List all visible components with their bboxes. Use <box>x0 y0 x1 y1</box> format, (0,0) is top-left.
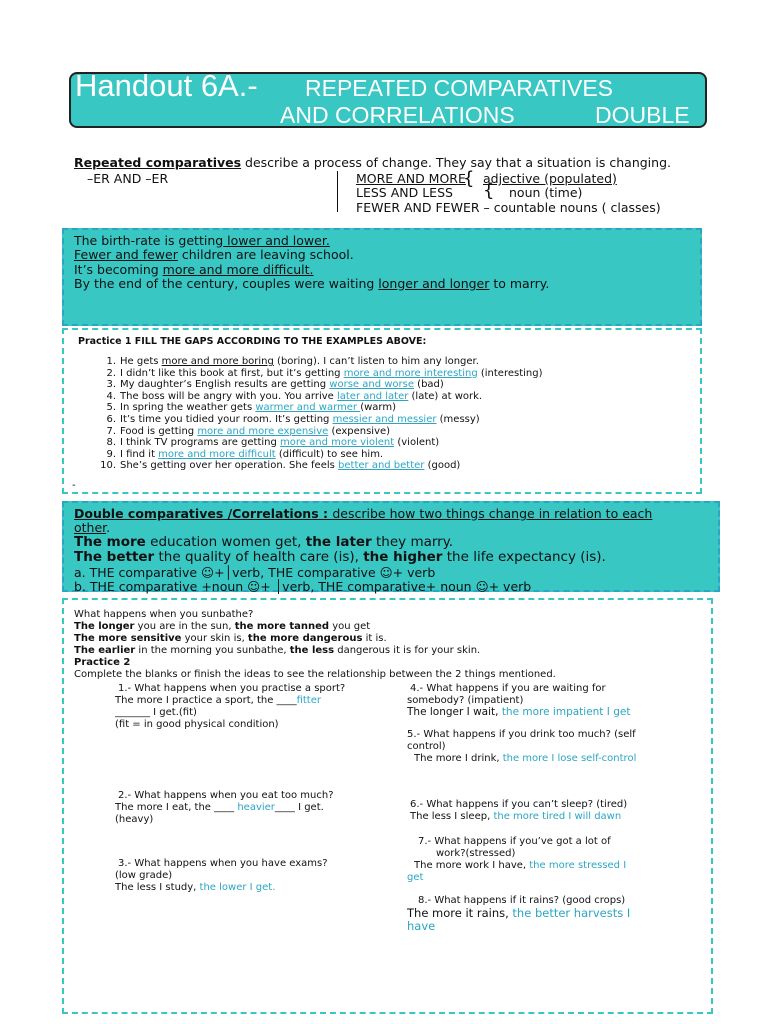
q2-l2-text: The more I eat, the ____ <box>115 802 238 813</box>
practice-1-item <box>106 367 543 380</box>
intro-divider <box>337 171 338 212</box>
question-4-line-2: somebody? (impatient) <box>407 695 524 706</box>
intro-row-2-pattern: LESS AND LESS <box>356 185 453 200</box>
double-ex2-b2: the higher <box>363 549 443 565</box>
question-1: 1.- What happens when you practise a sport? <box>118 683 346 694</box>
practice-1-dash: - <box>72 480 76 491</box>
q1-answer: fitter <box>296 695 321 706</box>
example-1-answer: lower and lower. <box>223 233 330 248</box>
q3-answer: the lower I get. <box>199 882 276 893</box>
sb-l3-t1: in the morning you sunbathe, <box>135 645 290 656</box>
practice-1-item <box>100 460 542 472</box>
practice-1-list <box>100 356 543 472</box>
practice-1-item-tail: (bad) <box>414 379 444 391</box>
double-example-2 <box>74 549 606 565</box>
practice-1-item <box>106 390 542 403</box>
double-ex1-b1: The more <box>74 534 146 550</box>
practice-1-item <box>106 379 542 391</box>
title-line-1: REPEATED COMPARATIVES <box>305 75 613 101</box>
double-ex1-b2: the later <box>305 534 372 550</box>
practice-1-item-text: It’s time you tidied your room. It’s getting <box>120 413 333 425</box>
example-4-tail: to marry. <box>489 276 550 291</box>
sunbathe-question: What happens when you sunbathe? <box>74 609 254 620</box>
example-3 <box>74 262 314 277</box>
practice-1-item-text: My daughter’s English results are getting <box>120 379 330 391</box>
practice-1-item-text: She’s getting over her operation. She feels <box>120 460 339 472</box>
intro-row-1-note: adjective (populated) <box>483 171 617 186</box>
practice-1-item-number: 3. <box>106 379 116 391</box>
practice-1-item <box>106 437 542 449</box>
practice-1-item <box>106 402 542 414</box>
double-ex1-t1: education women get, <box>145 534 306 550</box>
intro-brace-1: { <box>463 168 475 189</box>
practice-1-item-answer: better and better <box>338 460 425 472</box>
question-4: 4.- What happens if you are waiting for <box>410 683 606 694</box>
example-4-answer: longer and longer <box>378 276 490 291</box>
intro-definition-text: describe a process of change. They say that a situation is changing. <box>241 155 671 170</box>
question-2: 2.- What happens when you eat too much? <box>118 790 334 801</box>
practice-1-item-text: The boss will be angry with you. You arrive <box>120 390 337 402</box>
q1-l2-text: The more I practice a sport, the ____ <box>115 695 297 706</box>
double-formula-b: b. THE comparative +noun ☺+ │verb, THE comparative+ noun ☺+ verb <box>74 579 532 594</box>
practice-1-item-tail: (warm) <box>360 402 396 414</box>
sunbathe-line-3 <box>74 645 480 657</box>
practice-2-title: Practice 2 <box>74 657 131 668</box>
handout-label: Handout 6A.- <box>75 68 258 103</box>
practice-1-item-number: 2. <box>106 367 116 379</box>
practice-1-title: Practice 1 FILL THE GAPS ACCORDING TO THE EXAMPLES ABOVE: <box>78 336 427 347</box>
sb-l2-t1: your skin is, <box>181 633 248 644</box>
question-8-line-2 <box>407 907 630 920</box>
sb-l3-b1: The earlier <box>74 645 136 656</box>
double-title-line <box>74 506 652 521</box>
q4-answer: the more impatient I get <box>501 706 631 718</box>
example-4 <box>74 276 549 291</box>
question-4-line-3 <box>407 706 630 718</box>
practice-1-item-tail: (violent) <box>394 437 440 449</box>
example-1 <box>74 233 330 248</box>
double-desc-line-2 <box>74 520 110 535</box>
practice-1-item <box>106 448 542 461</box>
practice-2-instructions: Complete the blanks or finish the ideas to see the relationship between the 2 things mentioned. <box>74 669 556 680</box>
sb-l1-b2: the more tanned <box>234 621 330 632</box>
practice-1-item <box>106 413 542 426</box>
sb-l1-t1: you are in the sun, <box>134 621 235 632</box>
example-2-text: children are leaving school. <box>177 247 354 262</box>
question-5: 5.- What happens if you drink too much? (self <box>407 729 636 740</box>
practice-1-item-answer: messier and messier <box>332 413 437 425</box>
q2-answer: heavier <box>237 802 275 813</box>
intro-term: Repeated comparatives <box>74 155 242 170</box>
question-2-line-2 <box>115 802 324 814</box>
practice-1-item-answer: more and more expensive <box>197 425 329 437</box>
practice-1-item-number: 5. <box>106 402 116 414</box>
double-ex2-t2: the life expectancy (is). <box>442 549 606 565</box>
practice-1-item-number: 1. <box>106 356 116 367</box>
intro-brace-2: { <box>483 180 495 201</box>
practice-1-item-number: 8. <box>106 437 116 449</box>
sb-l2-t2: it is. <box>362 633 387 644</box>
double-ex1-t2: they marry. <box>371 534 454 550</box>
double-formula-a: a. THE comparative ☺+│verb, THE comparative ☺+ verb <box>74 565 436 580</box>
practice-1-item-answer: more and more interesting <box>343 367 478 379</box>
question-7-line-2: work?(stressed) <box>436 848 516 859</box>
q3-l3-text: The less I study, <box>115 882 200 893</box>
example-2-answer: Fewer and fewer <box>74 247 178 262</box>
sb-l2-b1: The more sensitive <box>74 633 182 644</box>
intro-row-2-note: noun (time) <box>509 185 583 200</box>
question-8: 8.- What happens if it rains? (good crops) <box>418 895 626 906</box>
practice-1-item <box>106 425 542 438</box>
practice-1-item-number: 4. <box>106 390 116 402</box>
practice-1-item <box>106 356 542 368</box>
practice-1-item-tail: (good) <box>424 460 461 472</box>
practice-1-item-answer: later and later <box>336 390 409 402</box>
q7-l3-text: The more work I have, <box>414 860 530 871</box>
question-3-line-2: (low grade) <box>115 870 173 881</box>
question-6-line-2 <box>410 811 621 823</box>
example-4-text: By the end of the century, couples were waiting <box>74 276 379 291</box>
practice-1-item-text: Food is getting <box>120 425 198 437</box>
title-line-2-right: DOUBLE <box>595 102 690 128</box>
practice-1-item-tail: (boring). I can’t listen to him any longer. <box>273 356 479 367</box>
question-8-line-3: have <box>407 919 436 933</box>
double-example-1 <box>74 534 453 550</box>
practice-1-item-number: 7. <box>106 425 116 437</box>
question-3-line-3 <box>115 882 275 894</box>
double-desc-2-end: . <box>106 520 111 535</box>
practice-1-item-tail: (late) at work. <box>408 390 483 402</box>
intro-left-formula: –ER AND –ER <box>87 171 169 186</box>
practice-1-item-tail: (messy) <box>436 413 480 425</box>
practice-1-item-answer: more and more boring <box>161 356 274 367</box>
practice-1-item-number: 6. <box>106 413 116 425</box>
example-2 <box>74 247 354 262</box>
practice-1-item-tail: (interesting) <box>477 367 543 379</box>
practice-1-item-number: 10. <box>100 460 116 472</box>
double-desc-2: other <box>74 520 107 535</box>
intro-row-3-note: – countable nouns ( classes) <box>479 200 661 215</box>
question-5-line-3 <box>414 753 636 765</box>
sunbathe-line-1 <box>74 621 370 633</box>
q2-l2-tail: ____ I get. <box>274 802 324 813</box>
example-1-text: The birth-rate is getting <box>74 233 224 248</box>
example-3-text: It’s becoming <box>74 262 163 277</box>
practice-1-item-answer: more and more difficult <box>158 448 276 460</box>
question-7-line-3 <box>414 860 626 872</box>
practice-1-item-answer: more and more violent <box>280 437 395 449</box>
q8-l2-text: The more it rains, <box>407 906 513 920</box>
practice-1-item-text: I think TV programs are getting <box>120 437 281 449</box>
practice-1-item-tail: (difficult) to see him. <box>275 448 384 460</box>
title-line-2: AND CORRELATIONS <box>280 102 515 128</box>
question-7: 7.- What happens if you’ve got a lot of <box>418 836 611 847</box>
practice-1-item-text: I find it <box>120 448 159 460</box>
q8-answer: the better harvests I <box>512 906 631 920</box>
double-ex2-b1: The better <box>74 549 155 565</box>
practice-1-item-text: I didn’t like this book at first, but it’s getting <box>120 367 344 379</box>
practice-1-item-text: He gets <box>120 356 162 367</box>
double-ex2-t1: the quality of health care (is), <box>154 549 364 565</box>
sb-l3-t2: dangerous it is for your skin. <box>334 645 481 656</box>
intro-row-3-pattern: FEWER AND FEWER <box>356 200 480 215</box>
practice-1-item-text: In spring the weather gets <box>120 402 256 414</box>
sunbathe-line-2 <box>74 633 387 645</box>
q7-answer: the more stressed I <box>529 860 627 871</box>
practice-1-item-answer: warmer and warmer <box>255 402 361 414</box>
question-3: 3.- What happens when you have exams? <box>118 858 328 869</box>
sb-l1-t2: you get <box>329 621 371 632</box>
question-1-line-3: _______ I get.(fit) <box>115 707 197 718</box>
question-2-line-3: (heavy) <box>115 814 154 825</box>
question-6: 6.- What happens if you can’t sleep? (tired) <box>410 799 628 810</box>
intro-definition <box>74 155 671 170</box>
sb-l1-b1: The longer <box>74 621 135 632</box>
question-7-line-4: get <box>407 872 424 883</box>
sb-l2-b2: the more dangerous <box>247 633 363 644</box>
question-5-line-2: control) <box>407 741 446 752</box>
question-1-line-2 <box>115 695 321 707</box>
practice-1-item-number: 9. <box>106 448 116 460</box>
q6-answer: the more tired I will dawn <box>493 811 622 822</box>
practice-1-item-answer: worse and worse <box>329 379 414 391</box>
double-desc-1: describe how two things change in relation to each <box>332 506 653 521</box>
intro-row-1-pattern: MORE AND MORE <box>356 171 466 186</box>
q5-l3-text: The more I drink, <box>414 753 503 764</box>
q5-answer: the more I lose self-control <box>502 753 637 764</box>
question-1-line-4: (fit = in good physical condition) <box>115 719 279 730</box>
intro-row-3 <box>356 200 661 215</box>
example-3-answer: more and more difficult. <box>162 262 314 277</box>
double-title: Double comparatives /Correlations : <box>74 506 333 521</box>
q6-l2-text: The less I sleep, <box>410 811 494 822</box>
sb-l3-b2: the less <box>289 645 335 656</box>
intro-row-1 <box>356 171 466 186</box>
practice-1-item-tail: (expensive) <box>328 425 391 437</box>
q4-l3-text: The longer I wait, <box>407 706 502 718</box>
